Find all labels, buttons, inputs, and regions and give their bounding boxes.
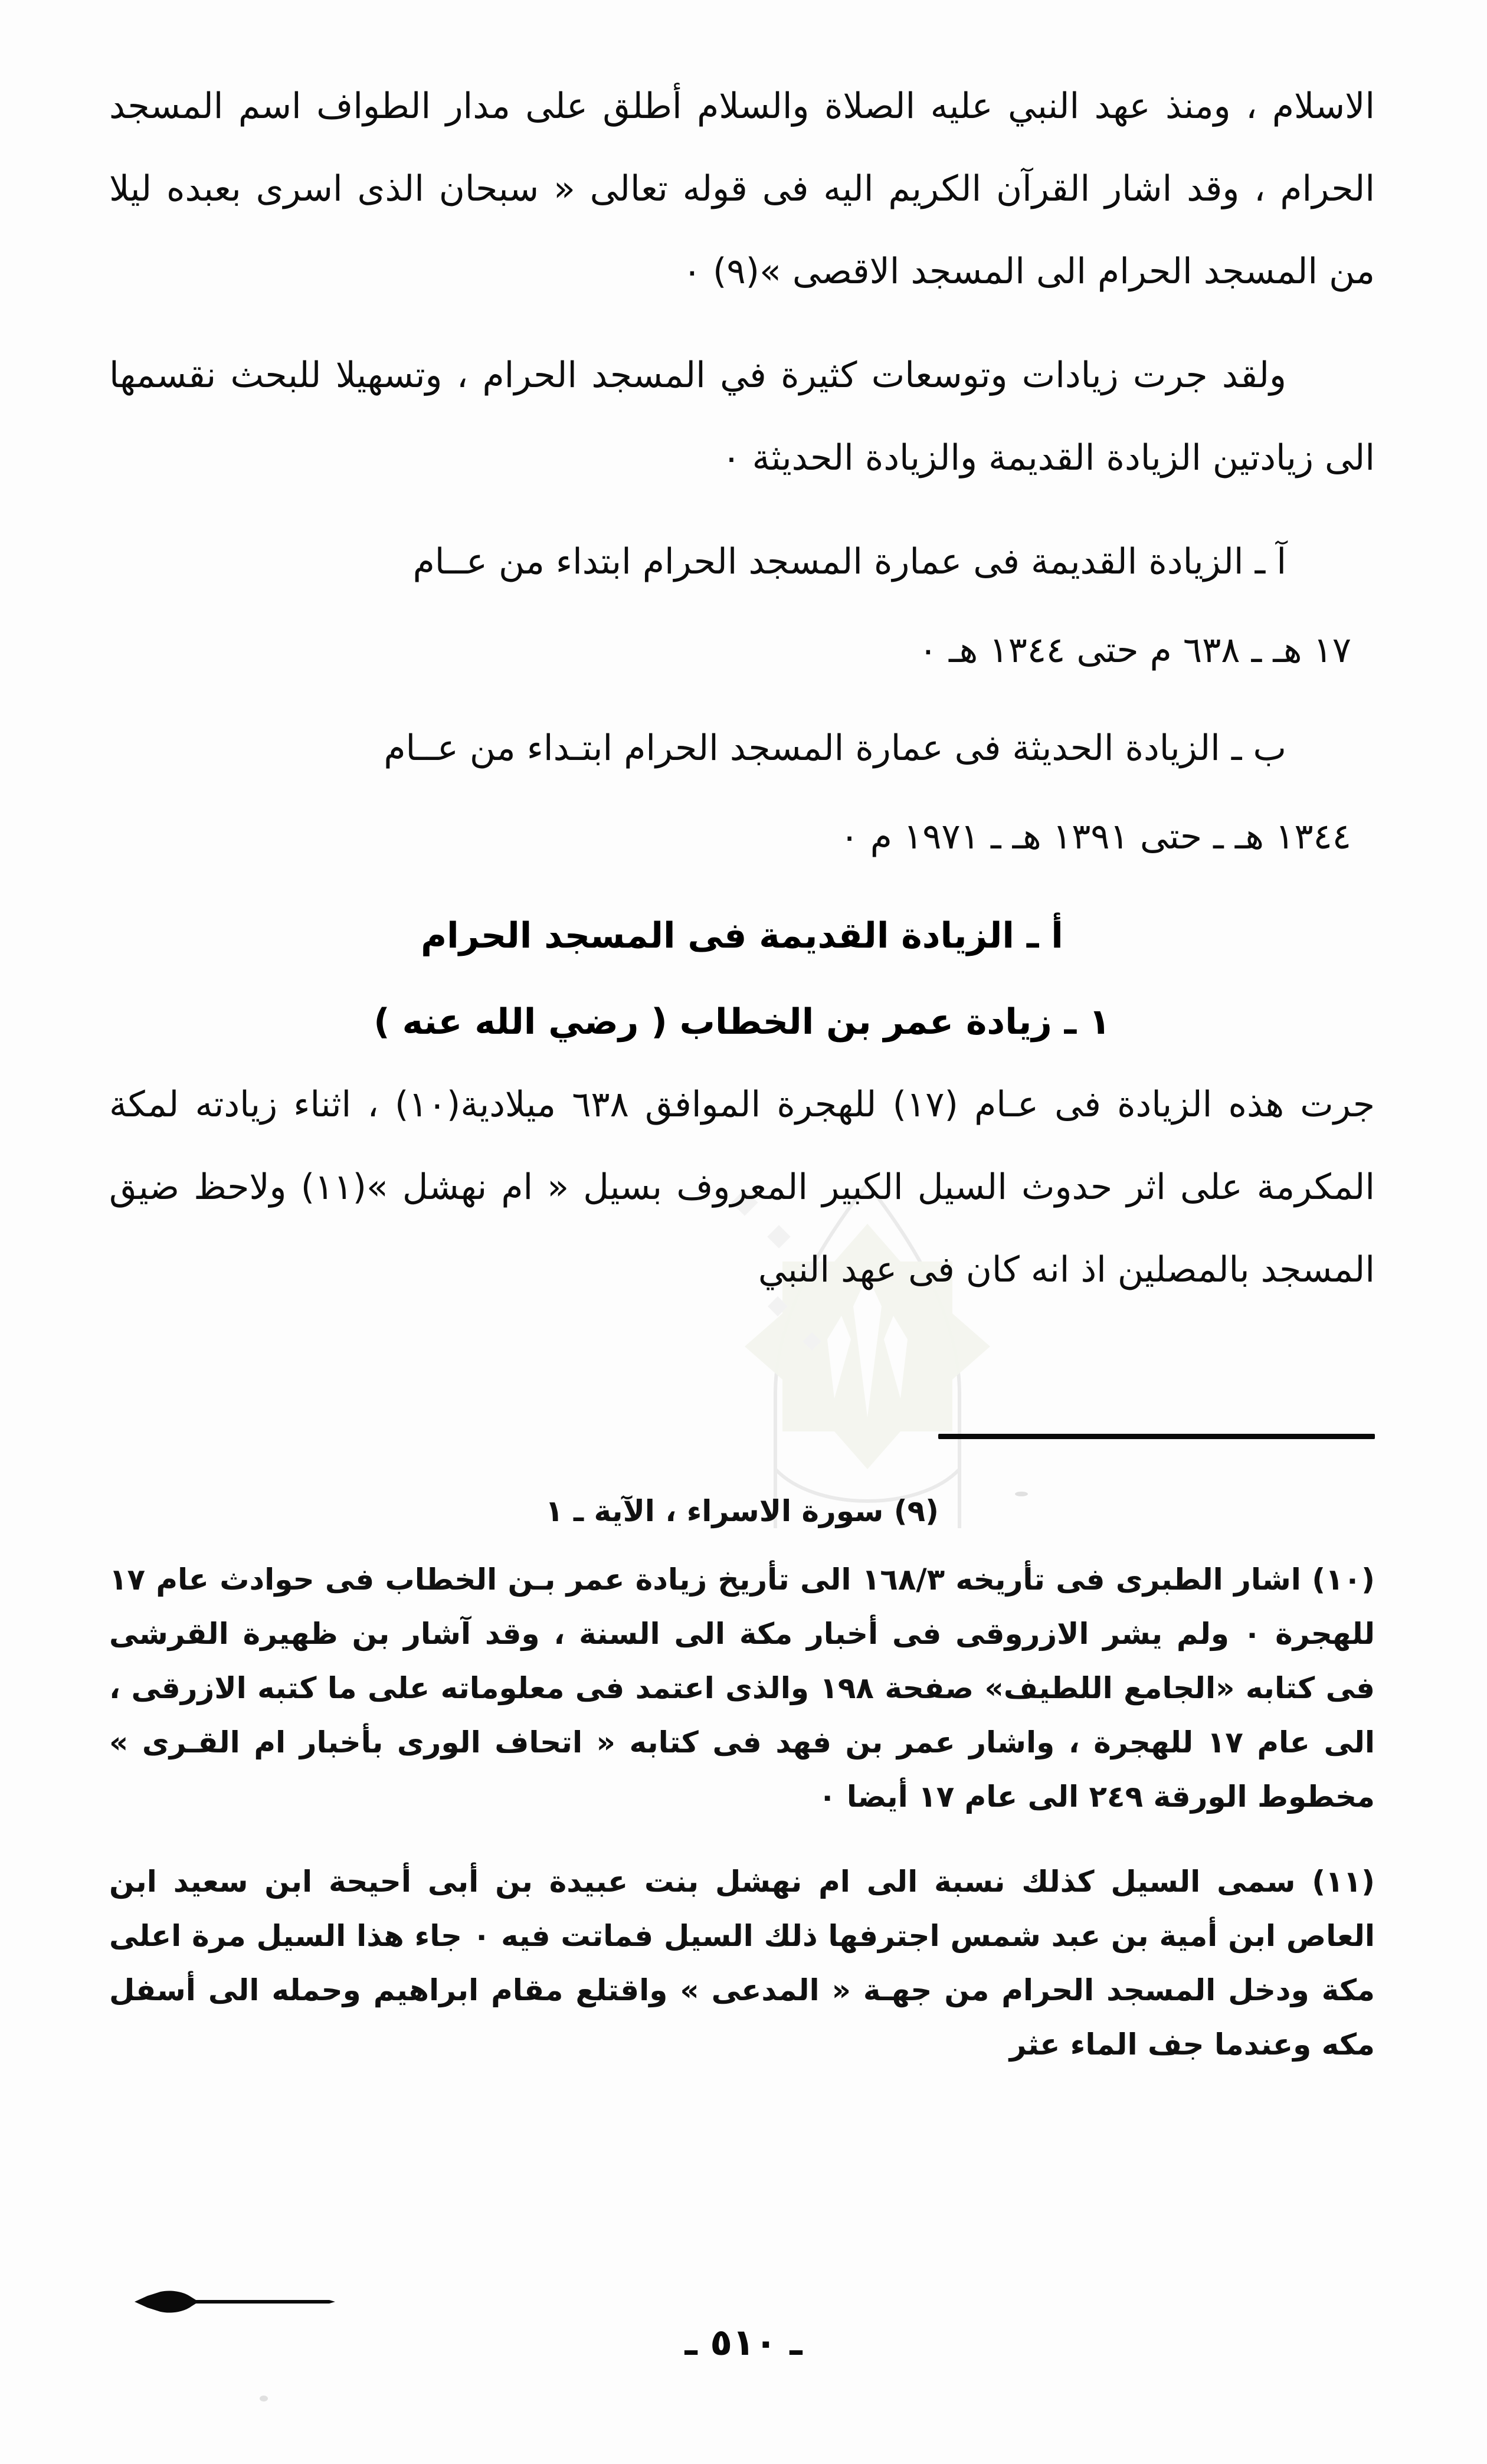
footnote-10-book-title: الجامع اللطيف bbox=[1003, 1671, 1216, 1705]
footnote-10-text-part-1: (١٠) اشار الطبرى فى تأريخه ١٦٨/٣ الى تأريخ زيادة عمر بـن الخطاب فى حوادث عام ١٧ للهجرة ٠ ولم يشر الازروقى فى أخبار مكة الى السنة ، وقد آشار بن ظهيرة القرشى فى كتابه « bbox=[109, 1562, 1375, 1705]
paragraph-gap bbox=[109, 505, 1375, 520]
list-item-a-line-1: آ ـ الزيادة القديمة فى عمارة المسجد الحرام ابتداء من عــام bbox=[412, 541, 1286, 582]
page-number: ـ ٥١٠ ـ bbox=[684, 2321, 803, 2364]
footnote-11: (١١) سمى السيل كذلك نسبة الى ام نهشل بنت عبيدة بن أبى أحيحة ابن سعيد ابن العاص ابن أمية بن عبد شمس اجترفها ذلك السيل فماتت فيه ٠ جاء هذا السيل مرة اعلى مكة ودخل المسجد الحرام من جهـة « المدعى » واقتلع مقام ابراهيم وحمله الى أسفل مكه وعندما جف الماء عثر bbox=[109, 1865, 1375, 2062]
list-item-b-line-1: ب ـ الزيادة الحديثة فى عمارة المسجد الحرام ابتـداء من عــام bbox=[384, 728, 1286, 769]
body-paragraph-2: ولقد جرت زيادات وتوسعات كثيرة في المسجد الحرام ، وتسهيلا للبحث نقسمها الى زيادتين الزيادة القديمة والزيادة الحديثة ٠ bbox=[109, 355, 1375, 479]
list-item-a-line-2: ١٧ هـ ـ ٦٣٨ م حتى ١٣٤٤ هـ ٠ bbox=[918, 630, 1351, 671]
page-body bbox=[109, 65, 1375, 1317]
footnote-10-text-part-2: » صفحة ١٩٨ والذى اعتمد فى معلوماته على ما كتبه الازرقى ، الى عام ١٧ للهجرة ، واشار عمر بن فهد فى كتابه « اتحاف الورى بأخبار ام القـرى » مخطوط الورقة ٢٤٩ الى عام ١٧ أيضا ٠ bbox=[109, 1671, 1375, 1814]
footnote-block bbox=[109, 1434, 1375, 2075]
heading-section-a: أ ـ الزيادة القديمة فى المسجد الحرام bbox=[421, 915, 1063, 956]
paragraph-gap bbox=[109, 319, 1375, 334]
footnote-9: (٩) سورة الاسراء ، الآية ـ ١ bbox=[545, 1494, 939, 1528]
paragraph-gap bbox=[109, 692, 1375, 707]
footnote-10 bbox=[109, 1552, 1375, 1824]
heading-subsection-1: ١ ـ زيادة عمر بن الخطاب ( رضي الله عنه ) bbox=[374, 1001, 1111, 1043]
body-paragraph-3: جرت هذه الزيادة فى عـام (١٧) للهجرة الموافق ٦٣٨ ميلادية(١٠) ، اثناء زيادته لمكة المكرمة على اثر حدوث السيل الكبير المعروف بسيل « ام نهشل »(١١) ولاحظ ضيق المسجد بالمصلين اذ انه كان فى عهد النبي bbox=[109, 1084, 1375, 1290]
scan-speck bbox=[260, 2396, 268, 2401]
footnote-separator-rule bbox=[938, 1434, 1375, 1439]
list-item-b-line-2: ١٣٤٤ هـ ـ حتى ١٣٩١ هـ ـ ١٩٧١ م ٠ bbox=[840, 816, 1351, 857]
body-paragraph-1: الاسلام ، ومنذ عهد النبي عليه الصلاة والسلام أطلق على مدار الطواف اسم المسجد الحرام ، وقد اشار القرآن الكريم اليه فى قوله تعالى « سبحان الذى اسرى بعبده ليلا من المسجد الحرام الى المسجد الاقصى »(٩) ٠ bbox=[109, 86, 1375, 292]
leaf-arrow-ornament bbox=[135, 2288, 335, 2315]
